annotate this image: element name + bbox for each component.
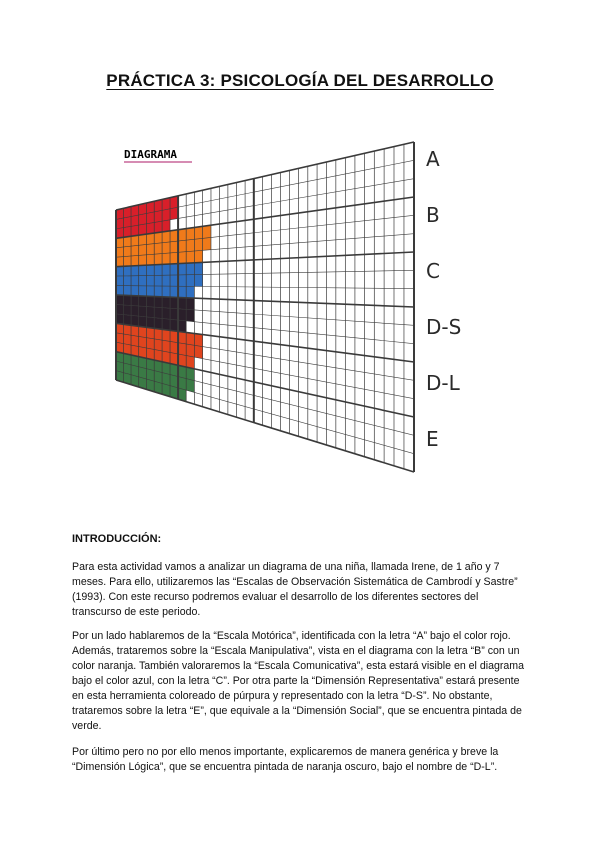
diagram-cell-a	[123, 216, 131, 227]
diagram-cell-c	[162, 286, 170, 297]
diagram-cell-d-s	[131, 296, 139, 306]
diagram-cell-b	[162, 231, 170, 243]
diagram-cell-d-l	[154, 328, 162, 340]
diagram-cell-d-l	[146, 338, 154, 350]
grid-horizontal-line	[116, 371, 414, 454]
diagram-cell-c	[170, 286, 178, 297]
diagram-cell-d-l	[131, 335, 139, 346]
diagram-cell-d-l	[178, 343, 186, 356]
diagram-cell-c	[116, 266, 123, 276]
diagram-cell-c	[162, 264, 170, 275]
diagram-cell-b	[146, 244, 154, 255]
diagram-cell-d-l	[194, 345, 202, 358]
diagram-cell-c	[123, 276, 131, 286]
diagram-cell-b	[123, 246, 131, 256]
diagram-cell-a	[146, 222, 154, 234]
diagram-cell-c	[146, 286, 154, 297]
diagram-cell-d-l	[146, 327, 154, 339]
diagram-cell-b	[178, 252, 186, 264]
diagram-cell-b	[194, 250, 202, 262]
diagram-cell-d-s	[116, 295, 123, 305]
diagram-cell-c	[178, 275, 186, 287]
diagram-cell-a	[131, 215, 139, 226]
page-title	[0, 71, 600, 91]
diagram-cell-c	[186, 275, 194, 287]
diagram-cell-c	[178, 263, 186, 275]
row-label-d-l: D-L	[426, 371, 460, 395]
diagram-cell-d-s	[186, 309, 194, 321]
diagram-cell-c	[139, 276, 147, 286]
diagram-cell-c	[146, 265, 154, 276]
row-label-c: C	[426, 259, 440, 283]
diagram-cell-c	[139, 286, 147, 296]
diagram-cell-d-l	[194, 334, 202, 347]
grid-horizontal-line	[116, 160, 414, 219]
diagram-cell-d-l	[139, 326, 147, 337]
diagram-cell-d-s	[139, 316, 147, 327]
diagram-cell-b	[146, 254, 154, 265]
row-label-d-s: D-S	[426, 315, 462, 339]
diagram-cell-c	[154, 286, 162, 297]
diagram-cell-d-l	[186, 344, 194, 357]
row-label-a: A	[426, 147, 440, 171]
diagram-cell-b	[178, 229, 186, 241]
diagram-cell-d-s	[162, 308, 170, 320]
diagram-cell-a	[154, 210, 162, 222]
diagram-cell-d-s	[162, 318, 170, 330]
diagram-cell-b	[170, 252, 178, 264]
diagram-cell-c	[194, 274, 202, 286]
diagram-cell-d-l	[186, 332, 194, 345]
diagram-cell-a	[162, 220, 170, 232]
diagram-cell-d-s	[154, 318, 162, 330]
page-title-text: PRÁCTICA 3: PSICOLOGÍA DEL DESARROLLO	[106, 71, 494, 90]
grid-horizontal-line	[116, 361, 414, 435]
diagram-cell-c	[131, 286, 139, 296]
diagram-cell-c	[116, 276, 123, 286]
diagram-cell-b	[170, 241, 178, 253]
diagram-cell-b	[131, 255, 139, 265]
diagram-cell-b	[139, 255, 147, 266]
diagram-cell-b	[139, 244, 147, 255]
diagram-cell-b	[123, 256, 131, 266]
row-label-e: E	[426, 427, 439, 451]
diagram-cell-d-s	[146, 296, 154, 307]
diagram-cell-b	[162, 242, 170, 254]
diagram-cell-d-s	[123, 305, 131, 315]
diagram-cell-a	[162, 209, 170, 221]
diagram-cell-c	[123, 266, 131, 276]
diagram-cell-a	[146, 212, 154, 224]
diagram-cell-c	[194, 262, 202, 274]
diagram-cell-d-s	[170, 319, 178, 331]
diagram-cell-c	[116, 286, 123, 296]
diagram-cell-d-l	[154, 339, 162, 351]
diagram-cell-c	[186, 286, 194, 298]
diagram-cell-d-l	[116, 333, 123, 344]
diagram-cell-d-s	[139, 306, 147, 317]
diagram-cell-b	[194, 226, 202, 239]
diagram-cell-b	[154, 232, 162, 244]
diagram-cell-c	[139, 265, 147, 276]
diagram-cell-b	[178, 240, 186, 252]
diagram-cell-b	[162, 253, 170, 264]
diagram-cell-d-s	[123, 295, 131, 305]
paragraph-intro: Para esta actividad vamos a analizar un diagrama de una niña, llamada Irene, de 1 año y 7 meses. Para ello, utilizaremos las “Escalas de Observación Sistemática de Cambrodí y Sastre” (1993). Con este recurso podremos evaluar el desarrollo de los diferentes sectores del transcurso de este periodo.	[72, 561, 518, 618]
diagram-cell-c	[146, 275, 154, 286]
diagram-cell-d-s	[139, 296, 147, 307]
diagram-cell-d-s	[154, 307, 162, 318]
diagram-cell-c	[131, 276, 139, 286]
diagram-cell-c	[186, 263, 194, 275]
diagram-label: DIAGRAMA	[124, 148, 177, 161]
diagram-cell-d-l	[162, 340, 170, 352]
diagram-cell-c	[123, 286, 131, 296]
diagram-cell-d-l	[162, 329, 170, 341]
diagram-cell-d-s	[170, 297, 178, 309]
diagram-cell-d-s	[170, 308, 178, 320]
diagram-cell-d-s	[116, 304, 123, 314]
diagram-cell-b	[116, 247, 123, 257]
diagram-cell-c	[154, 275, 162, 286]
diagram-cell-a	[139, 213, 147, 225]
diagram-cell-d-s	[178, 320, 186, 332]
diagram-cell-d-l	[170, 341, 178, 354]
paragraph-logic: Por último pero no por ello menos importante, explicaremos de manera genérica y breve la “Dimensión Lógica”, que se encuentra pintada de naranja oscuro, bajo el nombre de “D-L”.	[72, 746, 499, 773]
diagram-cell-c	[170, 264, 178, 275]
diagram-cell-b	[154, 254, 162, 265]
diagram-cell-b	[186, 239, 194, 251]
diagram-cell-d-l	[170, 330, 178, 342]
diagram-cell-a	[154, 221, 162, 233]
diagram-cell-b	[131, 245, 139, 256]
diagram-cell-c	[162, 275, 170, 286]
diagram-cell-d-s	[131, 305, 139, 316]
diagram-cell-d-l	[178, 331, 186, 344]
diagram-cell-d-s	[162, 297, 170, 308]
section-heading: INTRODUCCIÓN:	[72, 533, 162, 545]
diagram-cell-d-s	[154, 297, 162, 308]
development-diagram	[70, 118, 530, 518]
diagram-cell-b	[170, 230, 178, 242]
diagram-cell-b	[203, 237, 211, 250]
diagram-cell-c	[131, 266, 139, 276]
diagram-cell-c	[170, 275, 178, 286]
diagram-cell-d-s	[178, 297, 186, 309]
diagram-svg	[70, 118, 530, 518]
diagram-cell-d-s	[186, 298, 194, 310]
diagram-cell-b	[203, 225, 211, 238]
diagram-cell-d-s	[146, 317, 154, 328]
diagram-cell-d-l	[131, 325, 139, 336]
diagram-cell-a	[170, 207, 178, 220]
diagram-cell-b	[116, 257, 123, 267]
diagram-cell-d-l	[123, 334, 131, 345]
grid-horizontal-line	[116, 380, 414, 472]
row-label-b: B	[426, 203, 440, 227]
diagram-cell-b	[154, 243, 162, 254]
paragraph-scales: Por un lado hablaremos de la “Escala Motórica”, identificada con la letra “A” bajo el color rojo. Además, trataremos sobre la “Escala Manipulativa”, vista en el diagrama con la letra “B” con un color naranja. También valoraremos la “Escala Comunicativa”, esta estará visible en el diagrama bajo el color azul, con la letra “C”. Por otra parte la “Dimensión Representativa” estará presente en esta herramienta coloreado de púrpura y representado con la letra “D-S”. No obstante, trataremos sobre la letra “E”, que equivale a la “Dimensión Social”, que se encuentra pintada de verde.	[72, 630, 525, 732]
diagram-cell-d-l	[139, 336, 147, 348]
diagram-cell-b	[186, 251, 194, 263]
diagram-cell-d-s	[146, 307, 154, 318]
diagram-cell-c	[154, 264, 162, 275]
diagram-cell-a	[116, 218, 123, 229]
diagram-cell-d-s	[178, 309, 186, 321]
diagram-row-labels	[426, 147, 461, 451]
diagram-cell-c	[178, 286, 186, 298]
diagram-cell-b	[194, 238, 202, 251]
diagram-cell-b	[186, 227, 194, 240]
